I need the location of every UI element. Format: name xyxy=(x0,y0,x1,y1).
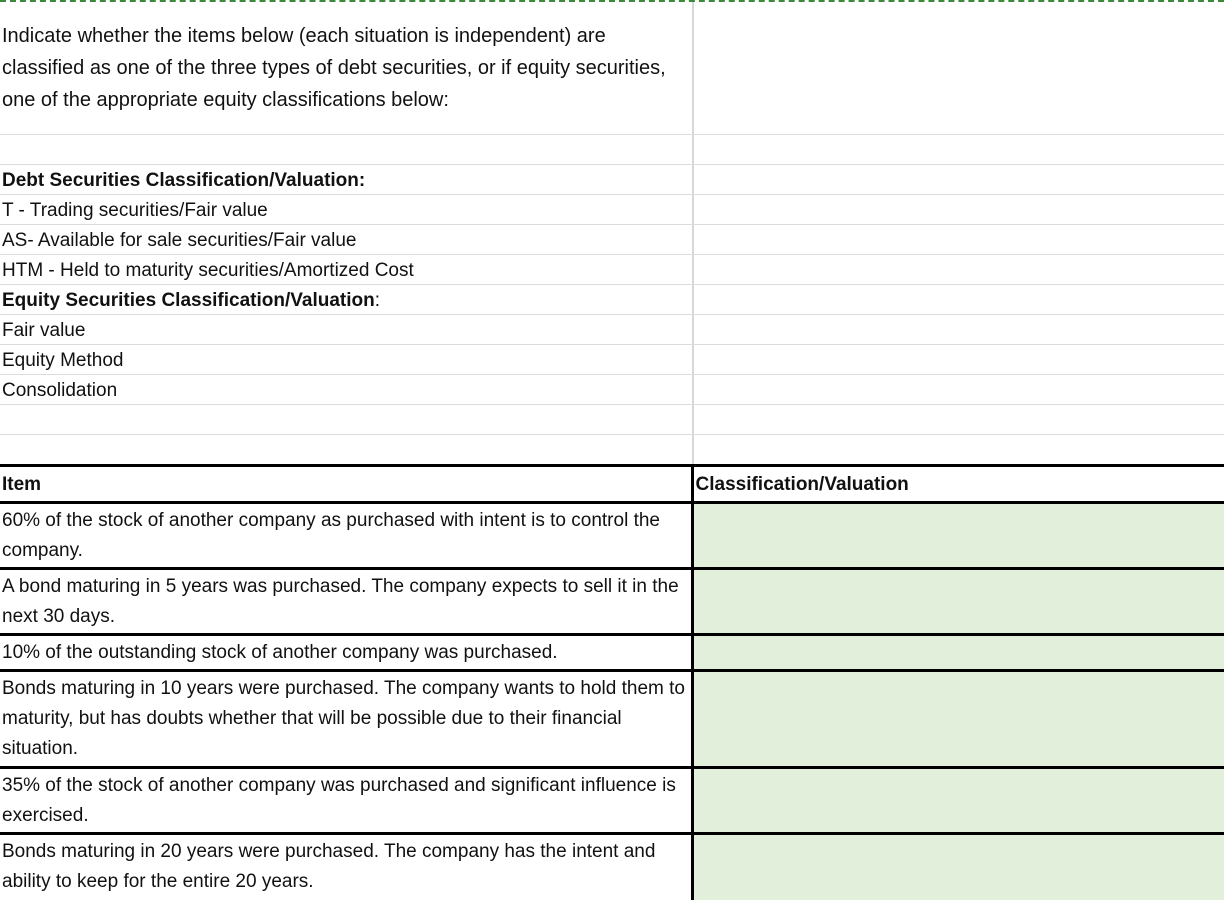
item-cell: 10% of the outstanding stock of another company was purchased. xyxy=(0,635,692,671)
item-cell: A bond maturing in 5 years was purchased. The company expects to sell it in the next 30 days. xyxy=(0,569,692,635)
classification-cell[interactable] xyxy=(692,635,1224,671)
equity-heading xyxy=(2,286,688,316)
classification-column-header: Classification/Valuation xyxy=(692,466,1224,503)
classification-input[interactable] xyxy=(694,837,1224,863)
classification-cell[interactable] xyxy=(692,768,1224,834)
debt-option-held-to-maturity: HTM - Held to maturity securities/Amortized Cost xyxy=(2,256,688,286)
classification-cell[interactable] xyxy=(692,834,1224,900)
table-row xyxy=(0,834,1224,900)
classification-input[interactable] xyxy=(694,674,1224,700)
table-row xyxy=(0,503,1224,569)
gridline xyxy=(0,434,1224,435)
classification-input[interactable] xyxy=(694,638,1224,664)
debt-option-trading: T - Trading securities/Fair value xyxy=(2,196,688,226)
equity-option-equity-method: Equity Method xyxy=(2,346,688,376)
item-cell: Bonds maturing in 10 years were purchased. The company wants to hold them to maturity, but has doubts whether that will be possible due to their financial situation. xyxy=(0,671,692,768)
instructions-text: Indicate whether the items below (each situation is independent) are classified as one of the three types of debt securities, or if equity securities, one of the appropriate equity classifications below: xyxy=(2,20,688,116)
table-row xyxy=(0,671,1224,768)
classification-cell[interactable] xyxy=(692,503,1224,569)
gridline xyxy=(0,164,1224,165)
item-cell: 60% of the stock of another company as purchased with intent is to control the company. xyxy=(0,503,692,569)
classification-input[interactable] xyxy=(694,771,1224,797)
table-row xyxy=(0,768,1224,834)
equity-heading-label: Equity Securities Classification/Valuation xyxy=(2,290,375,311)
column-divider xyxy=(692,2,694,464)
item-cell: 35% of the stock of another company was purchased and significant influence is exercised. xyxy=(0,768,692,834)
table-row xyxy=(0,569,1224,635)
classification-input[interactable] xyxy=(694,572,1224,598)
table-row xyxy=(0,635,1224,671)
item-cell: Bonds maturing in 20 years were purchased. The company has the intent and ability to keep for the entire 20 years. xyxy=(0,834,692,900)
table-header-row xyxy=(0,466,1224,503)
equity-option-consolidation: Consolidation xyxy=(2,376,688,406)
classification-input[interactable] xyxy=(694,506,1224,532)
items-table-wrapper xyxy=(0,464,1224,900)
items-table xyxy=(0,464,1224,900)
debt-heading: Debt Securities Classification/Valuation: xyxy=(2,166,688,196)
top-dashed-border xyxy=(0,0,1224,2)
debt-option-available-for-sale: AS- Available for sale securities/Fair value xyxy=(2,226,688,256)
classification-cell[interactable] xyxy=(692,671,1224,768)
gridline xyxy=(0,134,1224,135)
item-column-header: Item xyxy=(0,466,692,503)
equity-heading-colon: : xyxy=(375,290,380,311)
classification-cell[interactable] xyxy=(692,569,1224,635)
equity-option-fair-value: Fair value xyxy=(2,316,688,346)
